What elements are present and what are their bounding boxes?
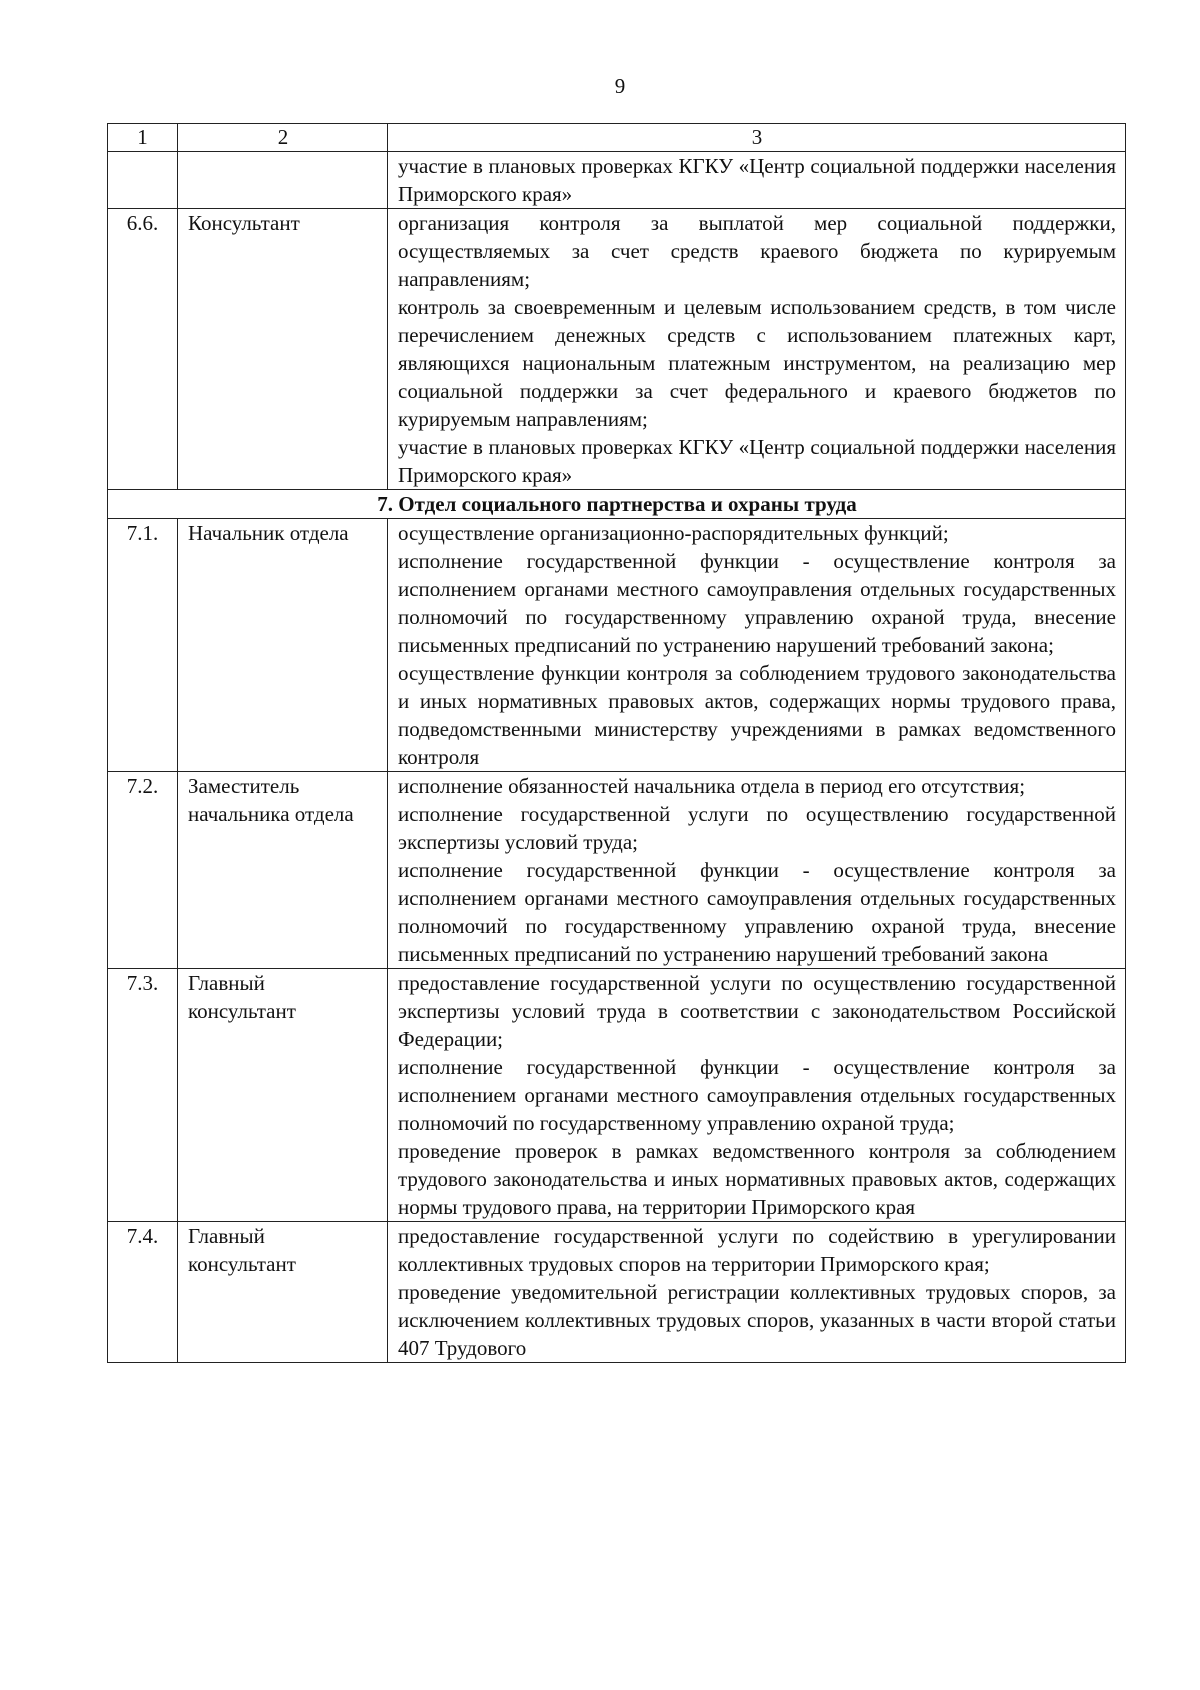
position-title: Консультант — [178, 209, 388, 490]
row-number: 7.3. — [108, 969, 178, 1222]
duty-paragraph: осуществление функции контроля за соблюдением трудового законодательства и иных нормативных правовых актов, содержащих нормы трудового права, подведомственными министерству учреждениями в рамках ведомственного контроля — [398, 661, 1116, 769]
duties-cell — [388, 209, 1126, 490]
duty-paragraph: проведение уведомительной регистрации коллективных трудовых споров, за исключением коллективных трудовых споров, указанных в части второй статьи 407 Трудового — [398, 1280, 1116, 1360]
column-header-duties: 3 — [388, 124, 1126, 152]
duty-paragraph: исполнение обязанностей начальника отдела в период его отсутствия; — [398, 774, 1026, 798]
row-number: 7.1. — [108, 519, 178, 772]
position-title: Начальник отдела — [178, 519, 388, 772]
duty-paragraph: исполнение государственной функции - осуществление контроля за исполнением органами местного самоуправления отдельных государственных полномочий по государственному управлению охраной труда; — [398, 1055, 1116, 1135]
table-row — [108, 969, 1126, 1222]
table-row — [108, 209, 1126, 490]
table-row — [108, 519, 1126, 772]
section-title: 7. Отдел социального партнерства и охраны труда — [108, 490, 1126, 519]
duty-paragraph: участие в плановых проверках КГКУ «Центр социальной поддержки населения Приморского края» — [398, 154, 1116, 206]
duty-paragraph: осуществление организационно-распорядительных функций; — [398, 521, 949, 545]
duty-paragraph: участие в плановых проверках КГКУ «Центр социальной поддержки населения Приморского края» — [398, 435, 1116, 487]
page-number: 9 — [614, 74, 626, 98]
row-number: 7.4. — [108, 1222, 178, 1363]
duties-cell — [388, 772, 1126, 969]
duties-table — [107, 123, 1126, 1363]
row-number: 7.2. — [108, 772, 178, 969]
table-row — [108, 772, 1126, 969]
position-title: Заместитель начальника отдела — [178, 772, 388, 969]
column-header-number: 1 — [108, 124, 178, 152]
duty-paragraph: контроль за своевременным и целевым использованием средств, в том числе перечислением денежных средств с использованием платежных карт, являющихся национальным платежным инструментом, на реализацию мер социальной поддержки за счет федерального и краевого бюджетов по курируемым направлениям; — [398, 295, 1116, 431]
table-row — [108, 152, 1126, 209]
duties-cell — [388, 969, 1126, 1222]
row-number: 6.6. — [108, 209, 178, 490]
duty-paragraph: предоставление государственной услуги по осуществлению государственной экспертизы условий труда в соответствии с законодательством Российской Федерации; — [398, 971, 1116, 1051]
duty-paragraph: организация контроля за выплатой мер социальной поддержки, осуществляемых за счет средств краевого бюджета по курируемым направлениям; — [398, 211, 1116, 291]
duty-paragraph: предоставление государственной услуги по содействию в урегулировании коллективных трудовых споров на территории Приморского края; — [398, 1224, 1116, 1276]
table-row — [108, 1222, 1126, 1363]
duties-cell — [388, 1222, 1126, 1363]
position-title: Главный консультант — [178, 1222, 388, 1363]
duty-paragraph: проведение проверок в рамках ведомственного контроля за соблюдением трудового законодательства и иных нормативных правовых актов, содержащих нормы трудового права, на территории Приморского края — [398, 1139, 1116, 1219]
row-number — [108, 152, 178, 209]
position-title: Главный консультант — [178, 969, 388, 1222]
duty-paragraph: исполнение государственной услуги по осуществлению государственной экспертизы условий труда; — [398, 802, 1116, 854]
duties-cell — [388, 152, 1126, 209]
position-title — [178, 152, 388, 209]
duties-cell — [388, 519, 1126, 772]
duty-paragraph: исполнение государственной функции - осуществление контроля за исполнением органами местного самоуправления отдельных государственных полномочий по государственному управлению охраной труда, внесение письменных предписаний по устранению нарушений требований закона; — [398, 549, 1116, 657]
table-header-row — [108, 124, 1126, 152]
duty-paragraph: исполнение государственной функции - осуществление контроля за исполнением органами местного самоуправления отдельных государственных полномочий по государственному управлению охраной труда, внесение письменных предписаний по устранению нарушений требований закона — [398, 858, 1116, 966]
column-header-position: 2 — [178, 124, 388, 152]
section-heading-row — [108, 490, 1126, 519]
